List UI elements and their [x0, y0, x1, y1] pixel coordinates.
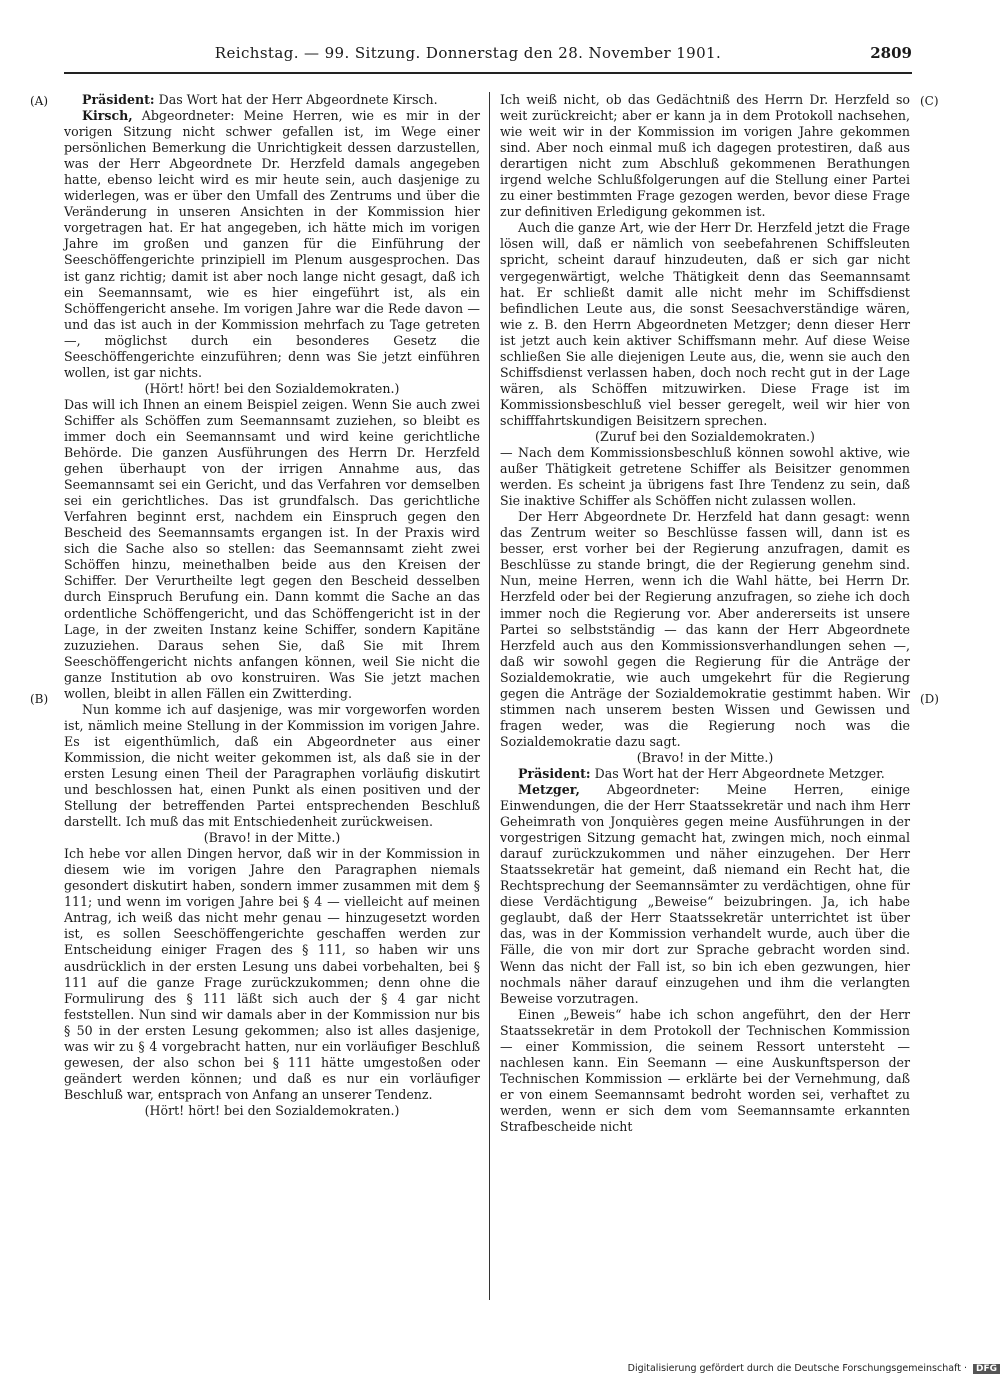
- paragraph: [64, 846, 480, 1103]
- header-rule: [64, 72, 912, 74]
- speaker-name: Metzger,: [518, 782, 580, 798]
- dfg-logo: DFG: [973, 1364, 1000, 1374]
- paragraph-text: Das Wort hat der Herr Abgeordnete Metzger.: [590, 765, 885, 781]
- paragraph-text: Abgeordneter: Meine Herren, einige Einwendungen, die der Herr Staatssekretär und nach ihm Herr Geheimrath von Jonquières gegen meine Ausführungen in der vorgestrigen Sitzung gemacht hat, zwingen mich, noch einmal darauf zurückzukommen und näher einzugehen. Der Herr Staatssekretär hat gemeint, daß niemand ein Recht hat, die Rechtsprechung der Seemannsämter zu verdächtigen, ohne für diese Verdächtigung „Beweise“ beizubringen. Ja, ich habe geglaubt, daß der Herr Staatssekretär unterrichtet ist über das, was in der Kommission verhandelt wurde, auch über die Fälle, die von mir dort zur Sprache gebracht worden sind. Wenn das nicht der Fall ist, so bin ich eben gezwungen, hier nochmals näher darauf einzugehen und ihm die verlangten Beweise vorzutragen.: [500, 782, 910, 1006]
- interjection: (Bravo! in der Mitte.): [203, 830, 341, 846]
- paragraph: [64, 108, 480, 381]
- margin-marker-a: (A): [30, 94, 49, 108]
- paragraph-text: Ich hebe vor allen Dingen hervor, daß wir in der Kommission in diesem wie im vorigen Jahre den Paragraphen niemals gesondert diskutirt haben, sondern immer zusammen mit dem § 111; und wenn im vorigen Jahre bei § 4 — vielleicht auf meinen Antrag, ich weiß das nicht mehr genau — hinzugesetzt worden ist, es sollen Seeschöffengerichte geschaffen werden zur Entscheidung einiger Fragen des § 111, so haben wir uns ausdrücklich in der ersten Lesung uns dabei vorbehalten, bei § 111 auf die ganze Frage zurückzukommen; denn ohne die Formulirung des § 111 läßt sich auch der § 4 gar nicht feststellen. Nun sind wir damals aber in der Kommission nur bis § 50 in der ersten Lesung gekommen; also ist alles dasjenige, was wir zu § 4 vorgebracht hatten, nur ein vorläufiger Beschluß gewesen, der also schon bei § 111 hätte umgestoßen oder geändert werden können; und daß es nur ein vorläufiger Beschluß war, entsprach von Anfang an unserer Tendenz.: [64, 846, 480, 1102]
- margin-marker-b: (B): [30, 692, 49, 706]
- interjection: (Hört! hört! bei den Sozialdemokraten.): [144, 1102, 400, 1118]
- paragraph-text: Ich weiß nicht, ob das Gedächtniß des Herrn Dr. Herzfeld so weit zurückreicht; aber er kann ja in dem Protokoll nachsehen, wie weit wir in der Kommission im vorigen Jahre gekommen sind. Aber noch einmal muß ich dagegen protestiren, daß aus derartigen nicht zum Abschluß gekommenen Berathungen irgend welche Schlußfolgerungen auf die Stellung einer Partei zu einer bestimmten Frage gezogen werden, bevor diese Frage zur definitiven Erledigung gekommen ist.: [500, 92, 910, 220]
- margin-marker-c: (C): [920, 94, 939, 108]
- paragraph-text: Auch die ganze Art, wie der Herr Dr. Herzfeld jetzt die Frage lösen will, daß er nämlich von seebefahrenen Schiffsleuten spricht, scheint darauf hinzudeuten, daß er sich gar nicht vergegenwärtigt, welche Thätigkeit denn das Seemannsamt hat. Er schließt damit alle nicht mehr im Schiffsdienst befindlichen Leute aus, die sonst Seesachverständige wären, wie z. B. den Herrn Abgeordneten Metzger; denn dieser Herr ist jetzt auch kein aktiver Schiffsmann mehr. Auf diese Weise schließen Sie alle diejenigen Leute aus, die, wenn sie auch den Schiffsdienst verlassen haben, doch noch recht gut in der Lage wären, als Schöffen mitzuwirken. Diese Frage ist im Kommissionsbeschluß viel besser geregelt, weil wir hier von schifffahrtskundigen Beisitzern sprechen.: [500, 220, 910, 428]
- paragraph-text: Das Wort hat der Herr Abgeordnete Kirsch.: [154, 92, 438, 107]
- paragraph-text: Das will ich Ihnen an einem Beispiel zeigen. Wenn Sie auch zwei Schiffer als Schöffen zum Seemannsamt zuziehen, so bleibt es immer doch ein Seemannsamt und wird keine gerichtliche Behörde. Die ganzen Ausführungen des Herrn Dr. Herzfeld gehen überhaupt von der irrigen Annahme aus, das Seemannsamt sei ein Gericht, und das Verfahren vor demselben sei ein gerichtliches. Das ist grundfalsch. Das gerichtliche Verfahren beginnt erst, nachdem ein Einspruch gegen den Bescheid des Seemannsamts ergangen ist. In der Praxis wird sich die Sache also so stellen: das Seemannsamt zieht zwei Schöffen hinzu, meinethalben beide aus den Kreisen der Schiffer. Der Verurtheilte legt gegen den Bescheid desselben durch Einspruch Berufung ein. Dann kommt die Sache an das ordentliche Schöffengericht, und das Schöffengericht ist in der Lage, in der zweiten Instanz keine Schiffer, sondern Kapitäne zuzuziehen. Daraus sehen Sie, daß Sie mit Ihrem Seeschöffengericht nichts anfangen können, weil Sie nicht die ganze Institution ab ovo konstruiren. Was Sie jetzt machen wollen, bleibt in allen Fällen ein Zwitterding.: [64, 396, 480, 701]
- paragraph: [500, 766, 910, 782]
- paragraph: [500, 92, 910, 220]
- paragraph: [64, 397, 480, 702]
- column-divider: [489, 92, 490, 1300]
- paragraph-text: — Nach dem Kommissionsbeschluß können sowohl aktive, wie außer Thätigkeit getretene Schiffer als Beisitzer genommen werden. Es scheint ja übrigens fast Ihre Tendenz zu sein, daß Sie inaktive Schiffer als Schöffen nicht zulassen wollen.: [500, 445, 910, 509]
- footer-credit: [560, 1363, 1000, 1374]
- interjection: (Bravo! in der Mitte.): [636, 749, 774, 765]
- paragraph-text: Nun komme ich auf dasjenige, was mir vorgeworfen worden ist, nämlich meine Stellung in der Kommission im vorigen Jahre. Es ist eigenthümlich, daß ein Abgeordneter aus einer Kommission, die nicht weiter gekommen ist, als daß sie in der ersten Lesung einen Theil der Paragraphen vorläufig diskutirt und beschlossen hat, einen Punkt als einen positiven und der Stellung der betreffenden Partei entsprechenden Beschluß darstellt. Ich muß das mit Entschiedenheit zurückweisen.: [64, 701, 480, 830]
- paragraph-text: Der Herr Abgeordnete Dr. Herzfeld hat dann gesagt: wenn das Zentrum weiter so Beschlüsse fassen will, dann ist es besser, erst vorher bei der Regierung anzufragen, damit es Beschlüsse zu stande bringt, die der Regierung genehm sind. Nun, meine Herren, wenn ich die Wahl hätte, bei Herrn Dr. Herzfeld oder bei der Regierung anzufragen, so ziehe ich doch immer noch die Regierung vor. Aber andererseits ist unsere Partei so selbstständig — das kann der Herr Abgeordnete Herzfeld auch aus den Kommissionsverhandlungen sehen —, daß wir sowohl gegen die Regierung für die Anträge der Sozialdemokratie, wie auch umgekehrt für die Regierung gegen die Anträge der Sozialdemokratie gestimmt haben. Wir stimmen nach unserem besten Wissen und Gewissen und fragen weder, was die Regierung noch was die Sozialdemokratie dazu sagt.: [500, 509, 910, 749]
- paragraph: [64, 92, 480, 108]
- paragraph-text: Abgeordneter: Meine Herren, wie es mir in der vorigen Sitzung nicht schwer gefallen ist, im Wege einer persönlichen Bemerkung die Unrichtigkeit dessen darzustellen, was der Herr Abgeordnete Dr. Herzfeld damals angegeben hatte, ebenso leicht wird es mir heute sein, auch dasjenige zu widerlegen, was er über den Umfall des Zentrums und über die Veränderung in unseren Ansichten in der Kommission hier vorgetragen hat. Er hat angegeben, ich hätte mich im vorigen Jahre im großen und ganzen für die Einführung der Seeschöffengerichte prinzipiell im Plenum ausgesprochen. Das ist ganz richtig; damit ist aber noch lange nicht gesagt, daß ich ein Seemannsamt, wie es hier eingeführt ist, als ein Schöffengericht ansehe. Im vorigen Jahre war die Rede davon — und das ist auch in der Kommission mehrfach zu Tage getreten —, möglichst durch ein besonderes Gesetz die Seeschöffengerichte einzuführen; denn was Sie jetzt einführen wollen, ist gar nichts.: [64, 108, 480, 380]
- interjection: (Zuruf bei den Sozialdemokraten.): [595, 428, 815, 444]
- speaker-name: Präsident:: [82, 92, 155, 107]
- paragraph: [500, 220, 910, 429]
- right-text-column: [500, 92, 910, 1135]
- page-header: [64, 44, 912, 70]
- speaker-name: Präsident:: [518, 765, 591, 781]
- paragraph: [500, 1007, 910, 1135]
- running-title: Reichstag. — 99. Sitzung. Donnerstag den 28. November 1901.: [214, 44, 722, 62]
- paragraph: [500, 445, 910, 509]
- left-text-column: [64, 92, 480, 1119]
- footer-text: Digitalisierung gefördert durch die Deutsche Forschungsgemeinschaft ·: [627, 1363, 967, 1374]
- paragraph-text: Einen „Beweis“ habe ich schon angeführt, den der Herr Staatssekretär in dem Protokoll der Technischen Kommission — einer Kommission, die seinem Ressort untersteht — nachlesen kann. Ein Seemann — eine Auskunftsperson der Technischen Kommission — erklärte bei der Vernehmung, daß er von einem Seemannsamt bedroht worden sei, verhaftet zu werden, wenn er sich dem vom Seemannsamte erkannten Strafbescheide nicht: [500, 1006, 910, 1134]
- paragraph: [500, 509, 910, 750]
- margin-marker-d: (D): [920, 692, 939, 706]
- interjection: (Hört! hört! bei den Sozialdemokraten.): [144, 380, 400, 396]
- paragraph: [500, 782, 910, 1007]
- paragraph: [64, 702, 480, 830]
- speaker-name: Kirsch,: [82, 108, 133, 124]
- page-number: 2809: [870, 44, 912, 62]
